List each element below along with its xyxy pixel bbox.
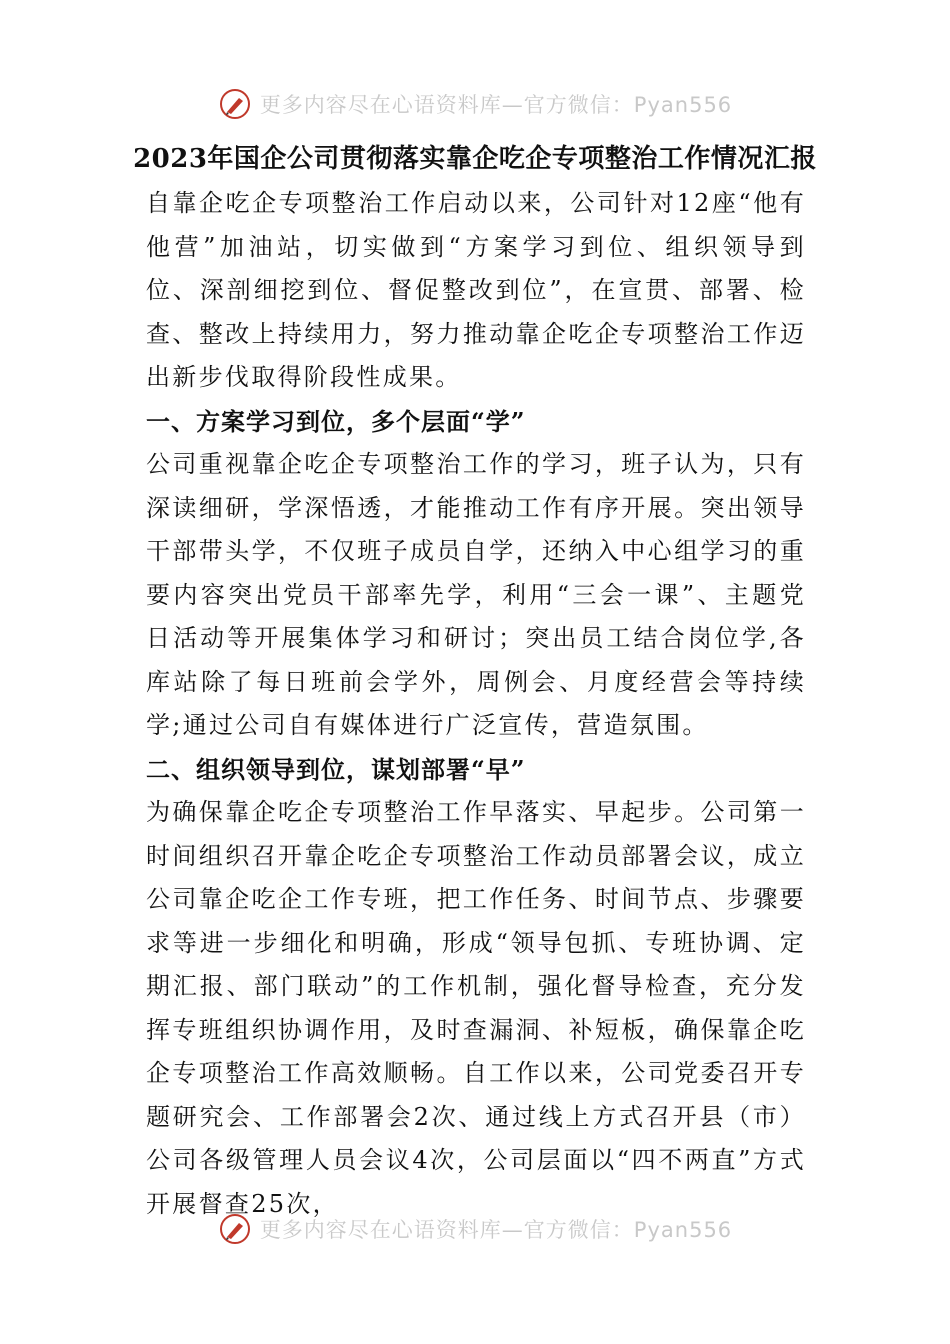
section-heading-1: 一、方案学习到位，多个层面“学” [146, 406, 526, 436]
intro-paragraph: 自靠企吃企专项整治工作启动以来，公司针对12座“他有他营”加油站，切实做到“方案学习到位、组织领导到位、深剖细挖到位、督促整改到位”，在宣贯、部署、检查、整改上持续用力，努力推动靠企吃企专项整治工作迈出新步伐取得阶段性成果。 [146, 189, 806, 391]
watermark-text: 更多内容尽在心语资料库—官方微信：Pyan556 [259, 1218, 733, 1242]
section-body-2: 为确保靠企吃企专项整治工作早落实、早起步。公司第一时间组织召开靠企吃企专项整治工作动员部署会议，成立公司靠企吃企工作专班，把工作任务、时间节点、步骤要求等进一步细化和明确，形成“领导包抓、专班协调、定期汇报、部门联动”的工作机制，强化督导检查，充分发挥专班组织协调作用，及时查漏洞、补短板，确保靠企吃企专项整治工作高效顺畅。自工作以来，公司党委召开专题研究会、工作部署会2次、通过线上方式召开县（市）公司各级管理人员会议4次，公司层面以“四不两直”方式开展督查25次， [146, 798, 806, 1218]
pen-circle-logo-icon [218, 87, 252, 121]
section-body-1: 公司重视靠企吃企专项整治工作的学习，班子认为，只有深读细研，学深悟透，才能推动工作有序开展。突出领导干部带头学，不仅班子成员自学，还纳入中心组学习的重要内容突出党员干部率先学，利用“三会一课”、主题党日活动等开展集体学习和研讨；突出员工结合岗位学,各库站除了每日班前会学外，周例会、月度经营会等持续学;通过公司自有媒体进行广泛宣传，营造氛围。 [146, 450, 806, 739]
watermark-banner-bottom [0, 1209, 950, 1249]
section-heading-2: 二、组织领导到位，谋划部署“早” [146, 754, 526, 784]
watermark-banner-top [0, 84, 950, 124]
pen-circle-logo-icon [218, 1212, 252, 1246]
document-title: 2023年国企公司贯彻落实靠企吃企专项整治工作情况汇报 [133, 144, 817, 174]
document-body [146, 182, 806, 1226]
watermark-text: 更多内容尽在心语资料库—官方微信：Pyan556 [259, 93, 733, 117]
